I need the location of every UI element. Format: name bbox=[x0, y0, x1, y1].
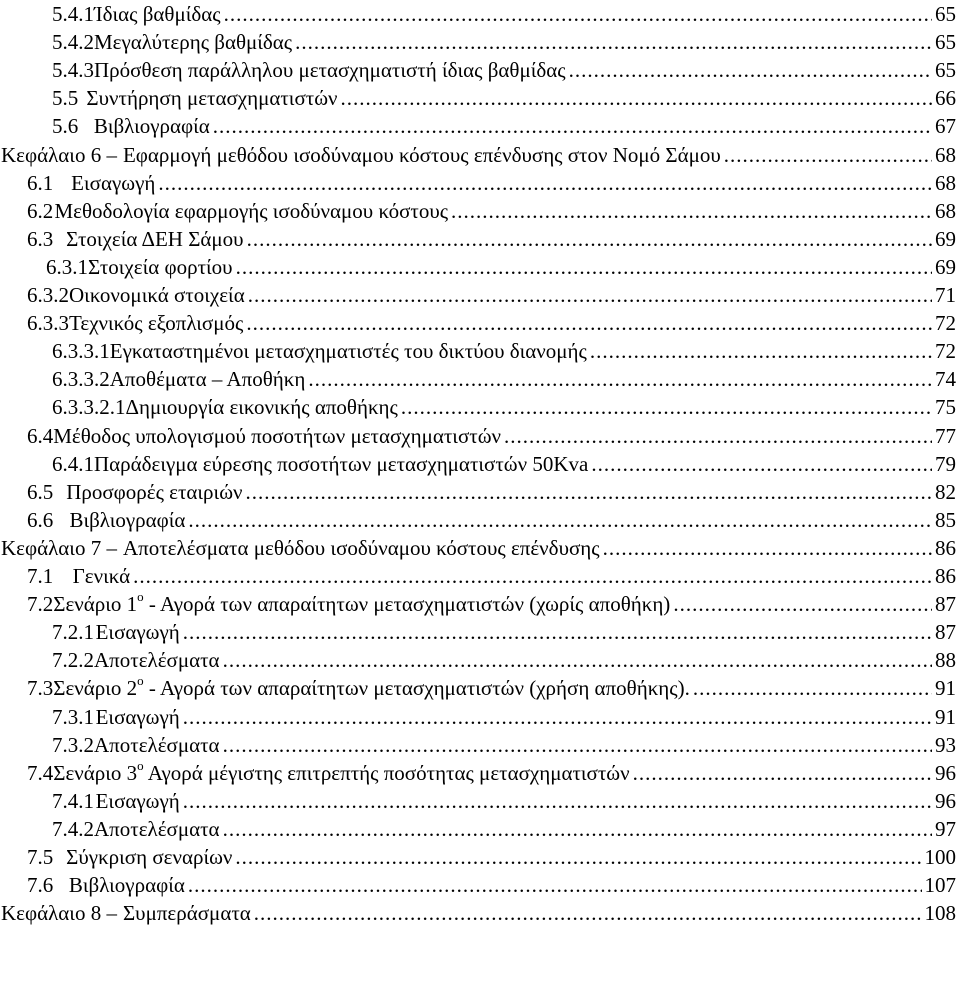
toc-entry-page-number: 66 bbox=[935, 86, 956, 111]
toc-entry-number: 6.3.1 bbox=[46, 254, 88, 279]
toc-entry-page-number: 108 bbox=[924, 901, 956, 926]
toc-entry[interactable] bbox=[27, 197, 956, 226]
toc-entry-number: 6.6 bbox=[27, 507, 54, 532]
toc-entry-title bbox=[123, 899, 251, 928]
toc-entry[interactable] bbox=[1, 899, 956, 928]
dot-leader bbox=[504, 422, 932, 451]
toc-entry-number: 7.5 bbox=[27, 845, 54, 869]
toc-entry-page-number: 75 bbox=[935, 395, 956, 420]
toc-entry-number: 6.3.2 bbox=[27, 283, 69, 307]
toc-entry-number: 6.3 bbox=[27, 226, 54, 251]
toc-entry-title bbox=[94, 450, 588, 479]
toc-entry-number: 6.3.3.1 bbox=[52, 339, 110, 364]
toc-entry-page-number: 86 bbox=[935, 564, 956, 588]
dot-leader bbox=[223, 815, 932, 844]
toc-entry-title bbox=[94, 112, 210, 141]
toc-entry[interactable] bbox=[27, 871, 956, 900]
toc-entry-number: 7.1 bbox=[27, 564, 54, 588]
dot-leader bbox=[673, 590, 932, 619]
toc-entry[interactable] bbox=[52, 646, 956, 675]
toc-entry-number: 5.4.3 bbox=[52, 58, 94, 83]
toc-entry-title-text: Οικονομικά στοιχεία bbox=[69, 283, 245, 307]
toc-entry[interactable] bbox=[52, 393, 956, 422]
toc-entry-number: 6.4.1 bbox=[52, 451, 94, 476]
toc-entry-page-number: 88 bbox=[935, 648, 956, 673]
toc-entry-title-text: Αγορά μέγιστης επιτρεπτής ποσότητας μετασχηματιστών bbox=[143, 760, 630, 785]
toc-entry-title-text: Σενάριο 1 bbox=[53, 592, 138, 617]
dot-leader bbox=[603, 534, 932, 563]
toc-entry-number: Κεφάλαιο 7 – bbox=[1, 535, 117, 560]
toc-entry-title bbox=[69, 871, 185, 900]
toc-entry[interactable] bbox=[27, 506, 956, 535]
toc-entry-page-number: 107 bbox=[924, 873, 956, 898]
toc-entry[interactable] bbox=[27, 281, 956, 310]
toc-entry-title-text: Μεγαλύτερης βαθμίδας bbox=[94, 30, 293, 55]
toc-entry[interactable] bbox=[27, 169, 956, 198]
toc-entry-title-text: Σύγκριση σεναρίων bbox=[66, 845, 233, 869]
dot-leader bbox=[133, 562, 932, 591]
dot-leader bbox=[236, 253, 932, 282]
dot-leader bbox=[451, 197, 932, 226]
dot-leader bbox=[246, 478, 932, 507]
toc-entry-page-number: 82 bbox=[935, 479, 956, 504]
dot-leader bbox=[235, 843, 921, 872]
ordinal-superscript: ο bbox=[137, 757, 144, 773]
toc-entry-title-text: Στοιχεία ΔΕΗ Σάμου bbox=[66, 226, 244, 251]
toc-entry-title bbox=[53, 590, 670, 619]
toc-entry-page-number: 67 bbox=[935, 114, 956, 139]
toc-entry-number: 6.5 bbox=[27, 479, 54, 504]
dot-leader bbox=[633, 759, 932, 788]
toc-entry-title bbox=[94, 56, 566, 85]
toc-entry-title-text: Συντήρηση μετασχηματιστών bbox=[86, 86, 338, 111]
toc-entry-title bbox=[94, 731, 220, 760]
dot-leader bbox=[246, 309, 932, 338]
toc-entry-title bbox=[96, 703, 180, 732]
toc-entry-title-text: Παράδειγμα εύρεσης ποσοτήτων μετασχηματιστών 50Kva bbox=[94, 451, 589, 476]
toc-entry-title bbox=[53, 422, 501, 451]
toc-entry-number: 7.3.2 bbox=[52, 732, 94, 757]
toc-entry-title bbox=[53, 674, 690, 703]
toc-entry-title-text: Αποθέματα – Αποθήκη bbox=[109, 367, 306, 392]
toc-entry-number: Κεφάλαιο 8 – bbox=[1, 901, 117, 926]
toc-entry-title-text: Εισαγωγή bbox=[95, 788, 180, 813]
toc-entry-page-number: 69 bbox=[935, 254, 956, 279]
toc-entry-title bbox=[94, 646, 220, 675]
toc-entry-number: Κεφάλαιο 6 – bbox=[1, 142, 117, 167]
dot-leader bbox=[183, 703, 932, 732]
toc-entry[interactable] bbox=[52, 365, 956, 394]
toc-entry-page-number: 96 bbox=[935, 788, 956, 813]
dot-leader bbox=[224, 0, 932, 29]
toc-entry-title-text: Βιβλιογραφία bbox=[69, 507, 186, 532]
dot-leader bbox=[158, 169, 932, 198]
toc-entry[interactable] bbox=[52, 618, 956, 647]
toc-entry-title bbox=[88, 253, 233, 282]
toc-entry-number: 6.2 bbox=[27, 198, 54, 223]
toc-entry-title-text: Γενικά bbox=[72, 564, 131, 588]
toc-entry[interactable] bbox=[27, 225, 956, 254]
dot-leader bbox=[254, 899, 922, 928]
toc-entry-title bbox=[96, 618, 180, 647]
toc-entry-title-text: Εγκαταστημένοι μετασχηματιστές του δικτύου διανομής bbox=[109, 339, 587, 364]
dot-leader bbox=[295, 28, 932, 57]
toc-entry-title bbox=[123, 141, 721, 170]
dot-leader bbox=[188, 871, 922, 900]
toc-entry-page-number: 79 bbox=[935, 451, 956, 476]
toc-entry-page-number: 68 bbox=[935, 142, 956, 167]
toc-entry-number: 7.2.2 bbox=[52, 648, 94, 673]
toc-entry[interactable] bbox=[1, 141, 956, 170]
toc-entry-title bbox=[66, 843, 232, 872]
toc-entry[interactable] bbox=[52, 787, 956, 816]
dot-leader bbox=[213, 112, 932, 141]
toc-entry-title-text: Βιβλιογραφία bbox=[93, 114, 210, 139]
toc-entry[interactable] bbox=[52, 450, 956, 479]
toc-entry-number: 7.6 bbox=[27, 873, 54, 898]
toc-entry-page-number: 85 bbox=[935, 507, 956, 532]
dot-leader bbox=[401, 393, 932, 422]
toc-entry-number: 5.5 bbox=[52, 86, 79, 111]
toc-entry-title bbox=[94, 0, 221, 29]
ordinal-superscript: ο bbox=[137, 589, 144, 605]
toc-entry-number: 7.4.2 bbox=[52, 816, 94, 841]
toc-entry-page-number: 91 bbox=[935, 676, 956, 701]
toc-entry-page-number: 93 bbox=[935, 732, 956, 757]
toc-entry-title bbox=[110, 337, 587, 366]
toc-entry-page-number: 71 bbox=[935, 283, 956, 307]
toc-entry[interactable] bbox=[52, 337, 956, 366]
dot-leader bbox=[591, 450, 932, 479]
toc-entry-number: 7.4.1 bbox=[52, 788, 94, 813]
toc-entry-title bbox=[69, 506, 185, 535]
dot-leader bbox=[183, 618, 932, 647]
toc-entry-title bbox=[86, 84, 337, 113]
toc-entry[interactable] bbox=[52, 84, 956, 113]
toc-entry-number: 6.4 bbox=[27, 423, 54, 448]
toc-entry-title bbox=[73, 562, 131, 591]
toc-entry[interactable] bbox=[52, 731, 956, 760]
toc-entry[interactable] bbox=[52, 28, 956, 57]
toc-entry-page-number: 77 bbox=[935, 423, 956, 448]
toc-entry-title bbox=[110, 365, 306, 394]
toc-entry-title-text: Αποτελέσματα bbox=[94, 816, 220, 841]
toc-entry[interactable] bbox=[27, 562, 956, 591]
toc-entry-title-text: Εισαγωγή bbox=[71, 170, 156, 195]
dot-leader bbox=[188, 506, 932, 535]
toc-entry-title bbox=[126, 393, 398, 422]
toc-entry-page-number: 100 bbox=[924, 845, 956, 869]
toc-entry-page-number: 97 bbox=[935, 816, 956, 841]
toc-entry-title-text: Αποτελέσματα bbox=[94, 648, 220, 673]
toc-entry-number: 6.3.3.2 bbox=[52, 367, 110, 392]
toc-entry-title-text: - Αγορά των απαραίτητων μετασχηματιστών (χωρίς αποθήκη) bbox=[143, 592, 671, 617]
toc-entry-title-text: Εισαγωγή bbox=[95, 620, 180, 645]
dot-leader bbox=[341, 84, 932, 113]
dot-leader bbox=[223, 646, 932, 675]
ordinal-superscript: ο bbox=[137, 673, 144, 689]
toc-entry-page-number: 68 bbox=[935, 170, 956, 195]
toc-entry-title-text: Δημιουργία εικονικής αποθήκης bbox=[125, 395, 398, 420]
dot-leader bbox=[590, 337, 932, 366]
toc-entry-page-number: 91 bbox=[935, 704, 956, 729]
toc-entry[interactable] bbox=[52, 703, 956, 732]
toc-entry[interactable] bbox=[52, 815, 956, 844]
dot-leader bbox=[223, 731, 932, 760]
toc-entry-title-text: Συμπεράσματα bbox=[122, 901, 251, 926]
toc-entry-title bbox=[66, 478, 242, 507]
toc-entry-title-text: Πρόσθεση παράλληλου μετασχηματιστή ίδιας βαθμίδας bbox=[94, 58, 566, 83]
dot-leader bbox=[569, 56, 932, 85]
toc-entry-title bbox=[96, 787, 180, 816]
toc-entry-page-number: 69 bbox=[935, 226, 956, 251]
toc-entry-title bbox=[54, 197, 448, 226]
toc-entry-number: 6.3.3.2.1 bbox=[52, 395, 126, 420]
toc-entry[interactable] bbox=[52, 112, 956, 141]
toc-entry-page-number: 86 bbox=[935, 535, 956, 560]
toc-entry-title bbox=[69, 309, 243, 338]
toc-entry-title-text: Σενάριο 2 bbox=[53, 676, 138, 701]
dot-leader bbox=[693, 674, 932, 703]
toc-entry-title bbox=[123, 534, 600, 563]
toc-entry[interactable] bbox=[27, 309, 956, 338]
toc-entry-number: 7.2 bbox=[27, 592, 54, 617]
toc-entry-title-text: Μεθοδολογία εφαρμογής ισοδύναμου κόστους bbox=[54, 198, 449, 223]
toc-entry-title-text: Τεχνικός εξοπλισμός bbox=[69, 311, 244, 336]
toc-entry-page-number: 72 bbox=[935, 311, 956, 336]
toc-entry-page-number: 68 bbox=[935, 198, 956, 223]
toc-entry-title bbox=[94, 815, 220, 844]
toc-entry-title bbox=[94, 28, 292, 57]
toc-entry-number: 5.4.2 bbox=[52, 30, 94, 55]
toc-entry-title-text: Αποτελέσματα μεθόδου ισοδύναμου κόστους επένδυσης bbox=[122, 535, 600, 560]
toc-entry-number: 7.4 bbox=[27, 760, 54, 785]
toc-entry-page-number: 65 bbox=[935, 30, 956, 55]
toc-entry-title-text: Αποτελέσματα bbox=[94, 732, 220, 757]
toc-entry-title-text: Σενάριο 3 bbox=[53, 760, 138, 785]
toc-entry[interactable] bbox=[52, 56, 956, 85]
toc-entry[interactable] bbox=[46, 253, 956, 282]
toc-entry-number: 7.3 bbox=[27, 676, 54, 701]
toc-entry-page-number: 65 bbox=[935, 2, 956, 26]
toc-entry-title-text: - Αγορά των απαραίτητων μετασχηματιστών (χρήση αποθήκης). bbox=[143, 676, 690, 701]
toc-entry[interactable] bbox=[1, 534, 956, 563]
toc-entry-page-number: 72 bbox=[935, 339, 956, 364]
toc-entry[interactable] bbox=[27, 422, 956, 451]
toc-entry-page-number: 74 bbox=[935, 367, 956, 392]
dot-leader bbox=[247, 225, 932, 254]
toc-entry[interactable] bbox=[27, 843, 956, 872]
dot-leader bbox=[724, 141, 932, 170]
toc-entry-title-text: Ίδιας βαθμίδας bbox=[94, 2, 221, 26]
toc-entry-number: 5.4.1 bbox=[52, 2, 94, 26]
toc-entry-number: 7.3.1 bbox=[52, 704, 94, 729]
toc-entry-page-number: 96 bbox=[935, 760, 956, 785]
toc-entry-number: 7.2.1 bbox=[52, 620, 94, 645]
toc-entry-title-text: Στοιχεία φορτίου bbox=[88, 254, 233, 279]
dot-leader bbox=[308, 365, 932, 394]
toc-entry-title-text: Βιβλιογραφία bbox=[68, 873, 185, 898]
toc-entry[interactable] bbox=[27, 590, 956, 619]
toc-entry-title-text: Μέθοδος υπολογισμού ποσοτήτων μετασχηματιστών bbox=[53, 423, 502, 448]
toc-entry-page-number: 87 bbox=[935, 620, 956, 645]
toc-entry-title-text: Εφαρμογή μεθόδου ισοδύναμου κόστους επένδυσης στον Νομό Σάμου bbox=[122, 142, 721, 167]
toc-entry[interactable] bbox=[27, 674, 956, 703]
toc-entry-number: 5.6 bbox=[52, 114, 79, 139]
toc-entry[interactable] bbox=[27, 478, 956, 507]
toc-entry-title bbox=[66, 225, 243, 254]
toc-entry-title bbox=[69, 281, 245, 310]
toc-entry-title-text: Εισαγωγή bbox=[95, 704, 180, 729]
dot-leader bbox=[248, 281, 932, 310]
toc-entry-number: 6.1 bbox=[27, 170, 54, 195]
toc-entry-title bbox=[53, 759, 629, 788]
toc-entry-title-text: Προσφορές εταιριών bbox=[66, 479, 243, 504]
toc-entry-page-number: 87 bbox=[935, 592, 956, 617]
toc-entry-number: 6.3.3 bbox=[27, 311, 69, 336]
toc-entry[interactable] bbox=[27, 759, 956, 788]
dot-leader bbox=[183, 787, 932, 816]
toc-entry-page-number: 65 bbox=[935, 58, 956, 83]
toc-entry[interactable] bbox=[52, 0, 956, 29]
toc-entry-title bbox=[71, 169, 155, 198]
